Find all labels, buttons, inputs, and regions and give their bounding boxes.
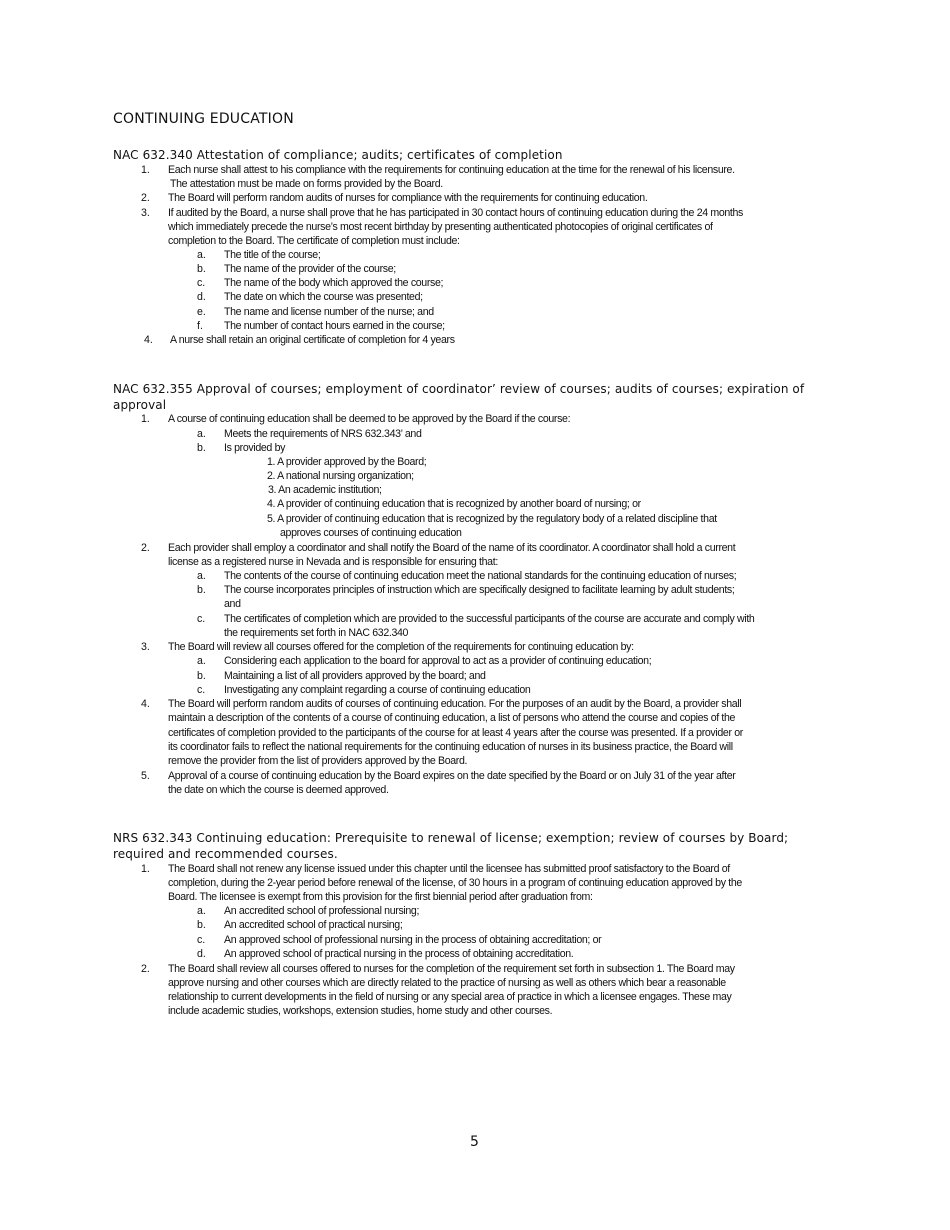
subitem-letter: f. bbox=[197, 320, 203, 332]
item-text: If audited by the Board, a nurse shall prove that he has participated in 30 contact hours of continuing education during the 24 months bbox=[168, 207, 744, 219]
subitem-letter: a. bbox=[197, 428, 206, 440]
section-heading: NAC 632.355 Approval of courses; employment of coordinator’ review of courses; audits of courses; expiration of approval bbox=[113, 382, 805, 412]
item-number: 2. bbox=[141, 542, 150, 554]
provider-option: 2. A national nursing organization; bbox=[267, 470, 414, 482]
subitem-letter: a. bbox=[197, 655, 206, 667]
item-number: 2. bbox=[141, 963, 150, 975]
item-text: approve nursing and other courses which are directly related to the practice of nursing as well as others which bear a reasonable bbox=[168, 977, 726, 989]
subitem-letter: e. bbox=[197, 306, 206, 318]
page-number: 5 bbox=[470, 1134, 479, 1150]
subitem-text: Considering each application to the board for approval to act as a provider of continuing education; bbox=[224, 655, 652, 667]
subitem-text: The course incorporates principles of instruction which are specifically designed to facilitate learning by adult students; bbox=[224, 584, 735, 596]
provider-option: 1. A provider approved by the Board; bbox=[267, 456, 427, 468]
subitem-text: Investigating any complaint regarding a course of continuing education bbox=[224, 684, 531, 696]
provider-option: 3. An academic institution; bbox=[268, 484, 382, 496]
provider-option: 4. A provider of continuing education that is recognized by another board of nursing; or bbox=[267, 498, 641, 510]
item-number: 5. bbox=[141, 770, 150, 782]
item-text: the date on which the course is deemed approved. bbox=[168, 784, 389, 796]
subitem-letter: c. bbox=[197, 934, 206, 946]
item-text: completion to the Board. The certificate of completion must include: bbox=[168, 235, 460, 247]
item-text: completion, during the 2-year period before renewal of the license, of 30 hours in a program of continuing education approved by the bbox=[168, 877, 742, 889]
item-number: 3. bbox=[141, 641, 150, 653]
item-number: 4. bbox=[144, 334, 153, 346]
subitem-text: Maintaining a list of all providers approved by the board; and bbox=[224, 670, 486, 682]
subitem-letter: c. bbox=[197, 684, 206, 696]
subitem-text: The number of contact hours earned in the course; bbox=[224, 320, 445, 332]
subitem-text: An approved school of practical nursing in the process of obtaining accreditation. bbox=[224, 948, 574, 960]
subitem-text: The date on which the course was presented; bbox=[224, 291, 423, 303]
subitem-text: Is provided by bbox=[224, 442, 286, 454]
item-text: Each nurse shall attest to his compliance with the requirements for continuing education at the time for the renewal of his licensure. bbox=[168, 164, 735, 176]
item-text: The Board will perform random audits of nurses for compliance with the requirements for continuing education. bbox=[168, 192, 648, 204]
page-title: CONTINUING EDUCATION bbox=[113, 111, 294, 127]
item-text: A nurse shall retain an original certificate of completion for 4 years bbox=[170, 334, 455, 346]
subitem-letter: d. bbox=[197, 291, 206, 303]
item-text: its coordinator fails to reflect the national requirements for the continuing education of nurses in its business practice, the Board will bbox=[168, 741, 733, 753]
subitem-letter: c. bbox=[197, 613, 206, 625]
subitem-letter: c. bbox=[197, 277, 206, 289]
subitem-text: The title of the course; bbox=[224, 249, 321, 261]
item-text: relationship to current developments in the field of nursing or any special area of practice in which a licensee engages. These may bbox=[168, 991, 732, 1003]
item-number: 4. bbox=[141, 698, 150, 710]
item-number: 1. bbox=[141, 413, 150, 425]
item-text: The Board shall not renew any license issued under this chapter until the licensee has submitted proof satisfactory to the Board of bbox=[168, 863, 730, 875]
subitem-letter: a. bbox=[197, 249, 206, 261]
item-text: license as a registered nurse in Nevada and is responsible for ensuring that: bbox=[168, 556, 498, 568]
item-number: 1. bbox=[141, 863, 150, 875]
subitem-text: The contents of the course of continuing education meet the national standards for the continuing education of nurses; bbox=[224, 570, 737, 582]
subitem-text: The name of the body which approved the course; bbox=[224, 277, 444, 289]
item-text: The attestation must be made on forms provided by the Board. bbox=[170, 178, 443, 190]
item-text: which immediately precede the nurse’s most recent birthday by presenting authenticated photocopies of original certificates of bbox=[168, 221, 713, 233]
subitem-text: The name and license number of the nurse; and bbox=[224, 306, 434, 318]
item-number: 1. bbox=[141, 164, 150, 176]
subitem-text: Meets the requirements of NRS 632.343’ and bbox=[224, 428, 422, 440]
item-text: Approval of a course of continuing education by the Board expires on the date specified by the Board or on July 31 of the year after bbox=[168, 770, 736, 782]
subitem-letter: b. bbox=[197, 442, 206, 454]
item-number: 3. bbox=[141, 207, 150, 219]
item-text: maintain a description of the contents of a course of continuing education, a list of persons who attend the course and copies of the bbox=[168, 712, 736, 724]
subitem-text: the requirements set forth in NAC 632.340 bbox=[224, 627, 409, 639]
subitem-text: An accredited school of practical nursing; bbox=[224, 919, 403, 931]
subitem-letter: a. bbox=[197, 905, 206, 917]
section-heading: NAC 632.340 Attestation of compliance; audits; certificates of completion bbox=[113, 148, 563, 162]
provider-option: approves courses of continuing education bbox=[280, 527, 462, 539]
subitem-text: The certificates of completion which are provided to the successful participants of the course are accurate and comply with bbox=[224, 613, 755, 625]
item-text: Each provider shall employ a coordinator and shall notify the Board of the name of its coordinator. A coordinator shall hold a current bbox=[168, 542, 736, 554]
subitem-letter: a. bbox=[197, 570, 206, 582]
item-text: The Board will review all courses offered for the completion of the requirements for continuing education by: bbox=[168, 641, 634, 653]
item-text: A course of continuing education shall be deemed to be approved by the Board if the course: bbox=[168, 413, 571, 425]
subitem-letter: b. bbox=[197, 584, 206, 596]
section-heading: NRS 632.343 Continuing education: Prerequisite to renewal of license; exemption; review of courses by Board; required and recommended courses. bbox=[113, 831, 789, 861]
subitem-text: An accredited school of professional nursing; bbox=[224, 905, 420, 917]
item-text: The Board shall review all courses offered to nurses for the completion of the requirement set forth in subsection 1. The Board may bbox=[168, 963, 735, 975]
subitem-text: The name of the provider of the course; bbox=[224, 263, 396, 275]
subitem-letter: d. bbox=[197, 948, 206, 960]
provider-option: 5. A provider of continuing education that is recognized by the regulatory body of a related discipline that bbox=[267, 513, 717, 525]
item-text: Board. The licensee is exempt from this provision for the first biennial period after graduation from: bbox=[168, 891, 593, 903]
item-number: 2. bbox=[141, 192, 150, 204]
item-text: remove the provider from the list of providers approved by the Board. bbox=[168, 755, 468, 767]
item-text: include academic studies, workshops, extension studies, home study and other courses. bbox=[168, 1005, 553, 1017]
subitem-text: An approved school of professional nursing in the process of obtaining accreditation; or bbox=[224, 934, 602, 946]
item-text: The Board will perform random audits of courses of continuing education. For the purposes of an audit by the Board, a provider shall bbox=[168, 698, 742, 710]
item-text: certificates of completion provided to the participants of the course for at least 4 years after the course was presented. If a provider or bbox=[168, 727, 743, 739]
subitem-letter: b. bbox=[197, 919, 206, 931]
subitem-letter: b. bbox=[197, 263, 206, 275]
subitem-text: and bbox=[224, 598, 241, 610]
subitem-letter: b. bbox=[197, 670, 206, 682]
